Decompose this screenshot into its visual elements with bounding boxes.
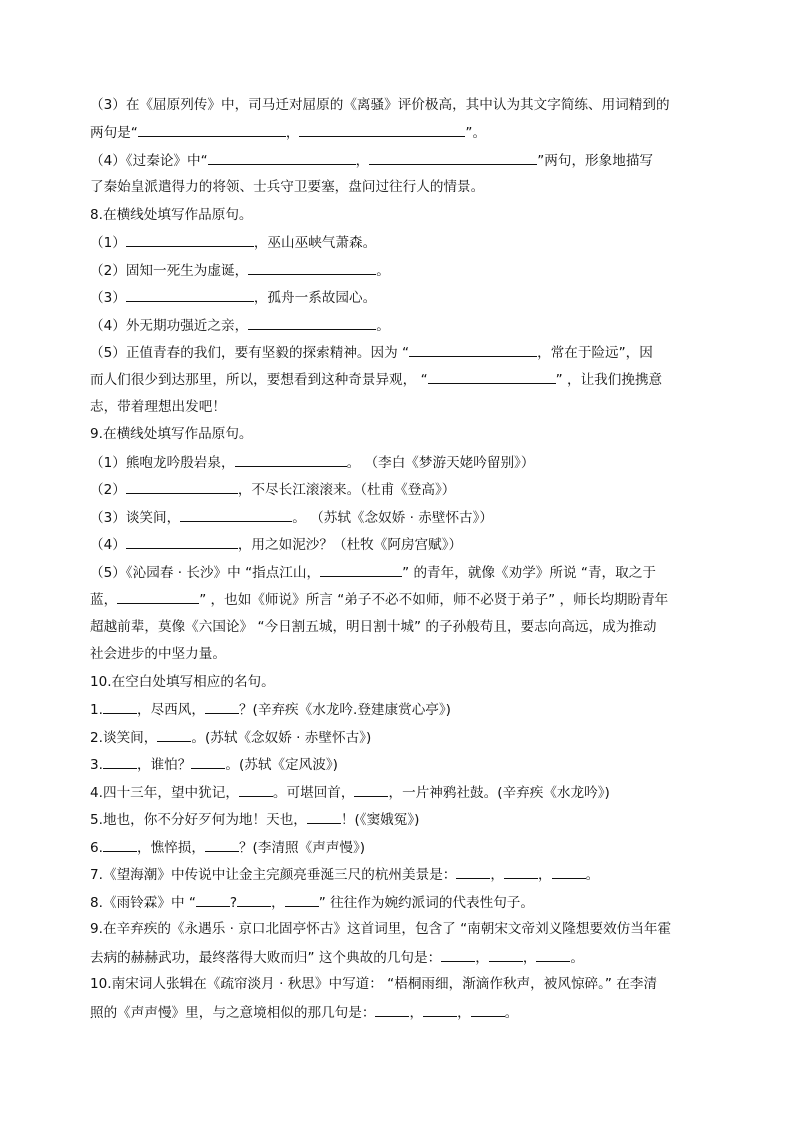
answer-blank[interactable] — [237, 892, 271, 907]
text-segment: ？(李清照《声声慢》) — [238, 840, 366, 856]
text-line — [90, 754, 704, 774]
text-segment: 两句是“ — [90, 125, 138, 141]
text-segment: 蓝， — [90, 592, 118, 608]
text-line — [90, 479, 704, 499]
answer-blank[interactable] — [126, 479, 238, 494]
text-segment: 照的《声声慢》里，与之意境相似的那几句是： — [90, 1005, 376, 1021]
text-line — [90, 287, 704, 307]
text-line — [90, 397, 704, 417]
text-segment: 。 （李白《梦游天姥吟留别》） — [346, 455, 535, 471]
text-segment: （4）外无期功强近之亲， — [90, 318, 249, 334]
answer-blank[interactable] — [285, 892, 319, 907]
text-segment: 志，带着理想出发吧！ — [90, 399, 226, 415]
text-line — [90, 122, 704, 142]
text-segment: ， — [538, 867, 552, 883]
answer-blank[interactable] — [103, 754, 137, 769]
text-segment: ， — [285, 125, 300, 141]
answer-blank[interactable] — [428, 369, 556, 384]
text-line — [90, 315, 704, 335]
text-segment: （1） — [90, 235, 126, 251]
answer-blank[interactable] — [369, 150, 537, 165]
text-line — [90, 452, 704, 472]
text-line — [90, 1002, 704, 1022]
text-segment: ，憔悴损， — [136, 840, 205, 856]
text-segment: （2） — [90, 482, 126, 498]
text-segment: 。 — [376, 318, 390, 334]
text-segment: ， — [271, 895, 285, 911]
text-line — [90, 369, 704, 389]
text-line — [90, 342, 704, 362]
answer-blank[interactable] — [248, 260, 376, 275]
answer-blank[interactable] — [205, 699, 239, 714]
text-segment: 10.南宋词人张辑在《疏帘淡月 · 秋思》中写道： “梧桐雨细，渐滴作秋声，被风惊碎。” 在李清 — [90, 976, 658, 992]
text-segment: ， — [355, 153, 370, 169]
text-segment: ，孤舟一系故园心。 — [253, 290, 377, 306]
text-segment: 。 — [570, 950, 584, 966]
question-heading — [90, 424, 704, 444]
question-heading — [90, 205, 704, 225]
text-segment: 。 — [376, 263, 390, 279]
text-segment: （1）熊咆龙吟殷岩泉， — [90, 455, 235, 471]
text-segment: 。 — [585, 867, 600, 883]
text-line — [90, 699, 704, 719]
answer-blank[interactable] — [191, 754, 225, 769]
text-line — [90, 150, 704, 170]
answer-blank[interactable] — [205, 837, 239, 852]
text-segment: 了秦始皇派遣得力的将领、士兵守卫要塞，盘问过往行人的情景。 — [90, 179, 485, 195]
answer-blank[interactable] — [536, 947, 570, 962]
text-segment: （5）《沁园春 · 长沙》中 “指点江山， — [90, 565, 321, 581]
text-segment: ！(《窦娥冤》) — [340, 812, 420, 828]
answer-blank[interactable] — [552, 864, 586, 879]
text-segment: ，尽西风， — [136, 702, 205, 718]
text-segment: ， — [475, 950, 489, 966]
text-segment: （2）固知一死生为虚诞， — [90, 263, 249, 279]
text-line — [90, 809, 704, 829]
answer-blank[interactable] — [239, 782, 273, 797]
text-segment: ” ，让我们挽携意 — [555, 372, 663, 388]
text-segment: （5）正值青春的我们，要有坚毅的探索精神。因为 “ — [90, 345, 410, 361]
answer-blank[interactable] — [423, 1002, 457, 1017]
answer-blank[interactable] — [126, 287, 254, 302]
text-line — [90, 644, 704, 664]
answer-blank[interactable] — [299, 122, 465, 137]
text-line — [90, 534, 704, 554]
text-line — [90, 947, 704, 967]
text-line — [90, 727, 704, 747]
text-line — [90, 837, 704, 857]
answer-blank[interactable] — [354, 782, 388, 797]
text-segment: 。 （苏轼《念奴娇 · 赤壁怀古》） — [292, 510, 494, 526]
text-segment: ，谁怕？ — [136, 757, 192, 773]
answer-blank[interactable] — [126, 232, 254, 247]
text-segment: 。可堪回首， — [272, 785, 355, 801]
answer-blank[interactable] — [157, 727, 191, 742]
text-segment: （3）在《屈原列传》中，司马迁对屈原的《离骚》评价极高，其中认为其文字简练、用词精到的 — [90, 97, 670, 113]
text-line — [90, 232, 704, 252]
text-segment: ， — [490, 867, 504, 883]
text-segment: 6. — [90, 840, 103, 856]
text-segment: ？(辛弃疾《水龙吟.登建康赏心亭》) — [238, 702, 451, 718]
answer-blank[interactable] — [307, 809, 341, 824]
text-segment: ，巫山巫峡气萧森。 — [253, 235, 377, 251]
text-segment: ，一片神鸦社鼓。(辛弃疾《水龙吟》) — [388, 785, 610, 801]
text-segment: 3. — [90, 757, 103, 773]
answer-blank[interactable] — [103, 837, 137, 852]
text-segment: 8.在横线处填写作品原句。 — [90, 207, 253, 223]
text-line — [90, 260, 704, 280]
text-segment: ， — [522, 950, 537, 966]
text-line — [90, 562, 704, 582]
text-segment: 5.地也，你不分好歹何为地！天也， — [90, 812, 307, 828]
answer-blank[interactable] — [456, 864, 490, 879]
answer-blank[interactable] — [235, 452, 347, 467]
answer-blank[interactable] — [117, 589, 199, 604]
answer-blank[interactable] — [126, 534, 238, 549]
answer-blank[interactable] — [320, 562, 402, 577]
text-segment: 7.《望海潮》中传说中让金主完颜亮垂涎三尺的杭州美景是： — [90, 867, 457, 883]
answer-blank[interactable] — [375, 1002, 409, 1017]
text-segment: ， — [457, 1005, 471, 1021]
answer-blank[interactable] — [504, 864, 538, 879]
text-segment: ” 的青年，就像《劝学》所说 “青，取之于 — [402, 565, 656, 581]
answer-blank[interactable] — [138, 122, 286, 137]
text-segment: 。(苏轼《定风波》) — [225, 757, 338, 773]
text-segment: （4）《过秦论》中“ — [90, 153, 208, 169]
text-line — [90, 617, 704, 637]
text-segment: （4） — [90, 537, 126, 553]
text-segment: ? — [229, 895, 238, 911]
text-line — [90, 892, 704, 912]
text-line — [90, 507, 704, 527]
text-segment: 10.在空白处填写相应的名句。 — [90, 674, 275, 690]
text-segment: 8.《雨铃霖》中 “ — [90, 895, 196, 911]
answer-blank[interactable] — [208, 150, 356, 165]
answer-blank[interactable] — [180, 507, 292, 522]
text-segment: ，用之如泥沙？（杜牧《阿房宫赋》） — [237, 537, 463, 553]
text-segment: 2.谈笑间， — [90, 730, 158, 746]
text-segment: ，常在于险远”，因 — [537, 345, 653, 361]
text-line — [90, 95, 704, 115]
text-line — [90, 864, 704, 884]
text-segment: ” 往往作为婉约派词的代表性句子。 — [318, 895, 534, 911]
text-segment: ， — [409, 1005, 424, 1021]
text-segment: 而人们很少到达那里，所以，要想看到这种奇景异观， “ — [90, 372, 428, 388]
text-segment: ，不尽长江滚滚来。（杜甫《登高》） — [237, 482, 456, 498]
text-segment: ”两句，形象地描写 — [537, 153, 654, 169]
text-line — [90, 974, 704, 994]
answer-blank[interactable] — [248, 315, 376, 330]
text-line — [90, 589, 704, 609]
text-segment: 4.四十三年，望中犹记， — [90, 785, 239, 801]
text-segment: （3） — [90, 290, 126, 306]
text-segment: 社会进步的中坚力量。 — [90, 646, 226, 662]
text-segment: 9.在横线处填写作品原句。 — [90, 426, 253, 442]
answer-blank[interactable] — [196, 892, 230, 907]
answer-blank[interactable] — [441, 947, 475, 962]
text-line — [90, 919, 704, 939]
answer-blank[interactable] — [471, 1002, 505, 1017]
text-segment: 去病的赫赫武功，最终落得大败而归” 这个典故的几句是： — [90, 950, 442, 966]
text-segment: 1. — [90, 702, 103, 718]
text-segment: 超越前辈，莫像《六国论》 “今日割五城，明日割十城” 的子孙般苟且，要志向高远，成为推动 — [90, 619, 657, 635]
answer-blank[interactable] — [409, 342, 537, 357]
text-segment: （3）谈笑间， — [90, 510, 181, 526]
text-line — [90, 782, 704, 802]
answer-blank[interactable] — [489, 947, 523, 962]
text-segment: 。(苏轼《念奴娇 · 赤壁怀古》) — [191, 730, 372, 746]
answer-blank[interactable] — [103, 699, 137, 714]
text-segment: ” ，也如《师说》所言 “弟子不必不如师，师不必贤于弟子” ，师长均期盼青年 — [199, 592, 669, 608]
text-line — [90, 177, 704, 197]
text-segment: ”。 — [465, 125, 487, 141]
text-segment: 9.在辛弃疾的《永遇乐 · 京口北固亭怀古》这首词里，包含了 “南朝宋文帝刘义隆想要效仿当年霍 — [90, 921, 672, 937]
question-heading — [90, 672, 704, 692]
text-segment: 。 — [504, 1005, 519, 1021]
